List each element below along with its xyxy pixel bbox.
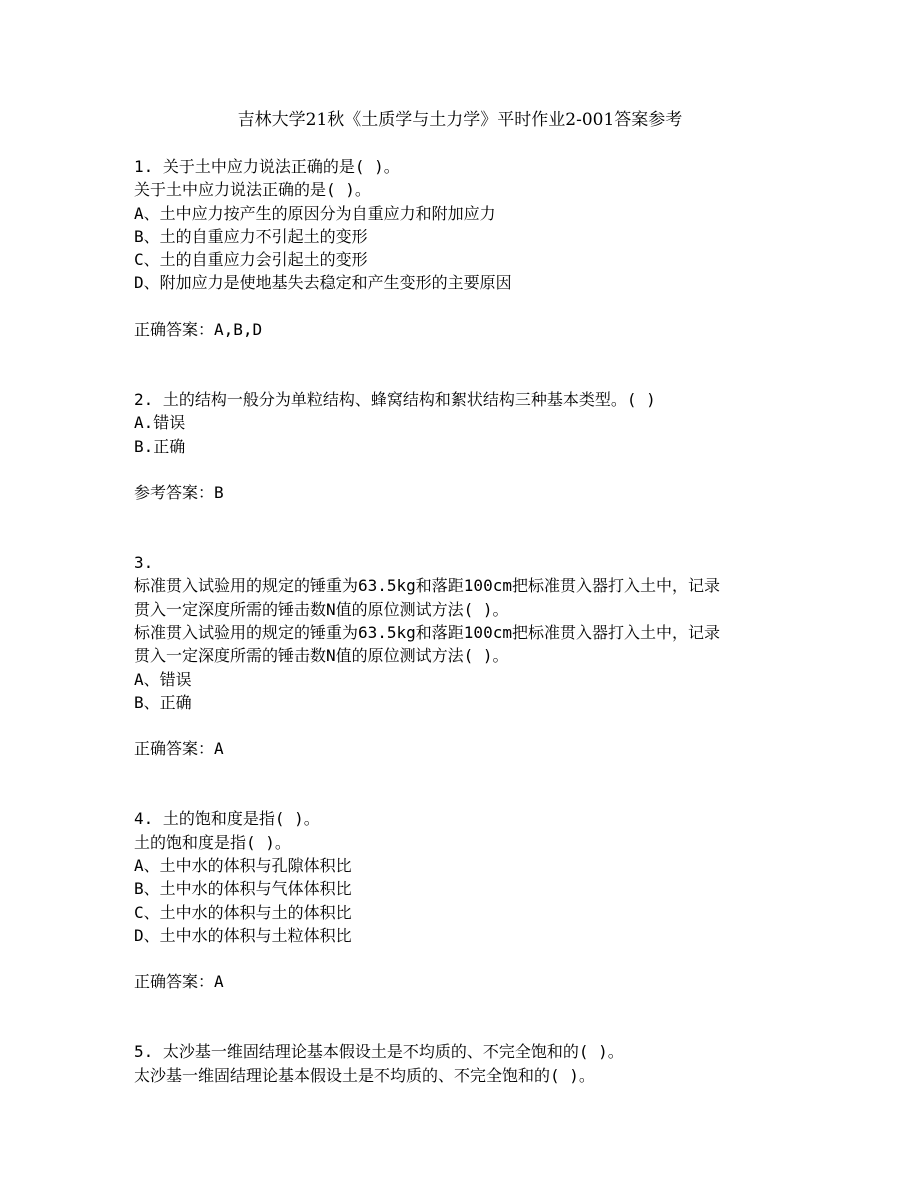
- question-4-stem: 4. 土的饱和度是指( )。: [134, 809, 320, 829]
- question-4-stem-repeat: 土的饱和度是指( )。: [134, 832, 291, 852]
- document-title: 吉林大学21秋《土质学与土力学》平时作业2-001答案参考: [237, 110, 683, 130]
- question-3: [134, 551, 794, 761]
- question-3-number: 3.: [134, 553, 154, 573]
- question-3-stem-repeat-line-2: 贯入一定深度所需的锤击数N值的原位测试方法( )。: [134, 646, 509, 666]
- question-1-stem: 1. 关于土中应力说法正确的是( )。: [134, 157, 400, 176]
- question-1-option-d: D、附加应力是使地基失去稳定和产生变形的主要原因: [134, 273, 512, 293]
- question-4-option-b: B、土中水的体积与气体体积比: [134, 879, 352, 899]
- question-4-option-c: C、土中水的体积与土的体积比: [134, 902, 352, 922]
- question-4-answer: 正确答案：A: [134, 972, 224, 992]
- question-5-stem: 5. 太沙基一维固结理论基本假设土是不均质的、不完全饱和的( )。: [134, 1042, 624, 1062]
- question-2: [134, 388, 794, 504]
- question-3-stem-repeat-line-1: 标准贯入试验用的规定的锤重为63.5kg和落距100cm把标准贯入器打入土中，记录: [134, 622, 720, 642]
- question-1-stem-repeat: 关于土中应力说法正确的是( )。: [134, 180, 371, 200]
- question-1: [134, 155, 794, 341]
- question-3-option-a: A、错误: [134, 669, 192, 689]
- question-3-answer: 正确答案：A: [134, 739, 224, 759]
- question-4: [134, 807, 794, 993]
- document-body: [134, 155, 794, 1087]
- question-2-option-b: B.正确: [134, 436, 186, 456]
- question-1-option-b: B、土的自重应力不引起土的变形: [134, 226, 368, 246]
- question-3-option-b: B、正确: [134, 692, 192, 712]
- question-1-answer: 正确答案：A,B,D: [134, 320, 263, 340]
- question-3-stem-line-1: 标准贯入试验用的规定的锤重为63.5kg和落距100cm把标准贯入器打入土中，记录: [134, 576, 720, 596]
- question-5-stem-repeat: 太沙基一维固结理论基本假设土是不均质的、不完全饱和的( )。: [134, 1065, 595, 1085]
- question-3-stem-line-2: 贯入一定深度所需的锤击数N值的原位测试方法( )。: [134, 599, 509, 619]
- question-4-option-a: A、土中水的体积与孔隙体积比: [134, 855, 352, 875]
- question-2-stem: 2. 土的结构一般分为单粒结构、蜂窝结构和絮状结构三种基本类型。( ): [134, 389, 656, 409]
- question-4-option-d: D、土中水的体积与土粒体积比: [134, 925, 352, 945]
- question-2-answer: 参考答案：B: [134, 483, 224, 503]
- question-2-option-a: A.错误: [134, 413, 186, 433]
- question-1-option-c: C、土的自重应力会引起土的变形: [134, 250, 368, 270]
- question-5: [134, 1040, 794, 1087]
- question-1-option-a: A、土中应力按产生的原因分为自重应力和附加应力: [134, 203, 496, 223]
